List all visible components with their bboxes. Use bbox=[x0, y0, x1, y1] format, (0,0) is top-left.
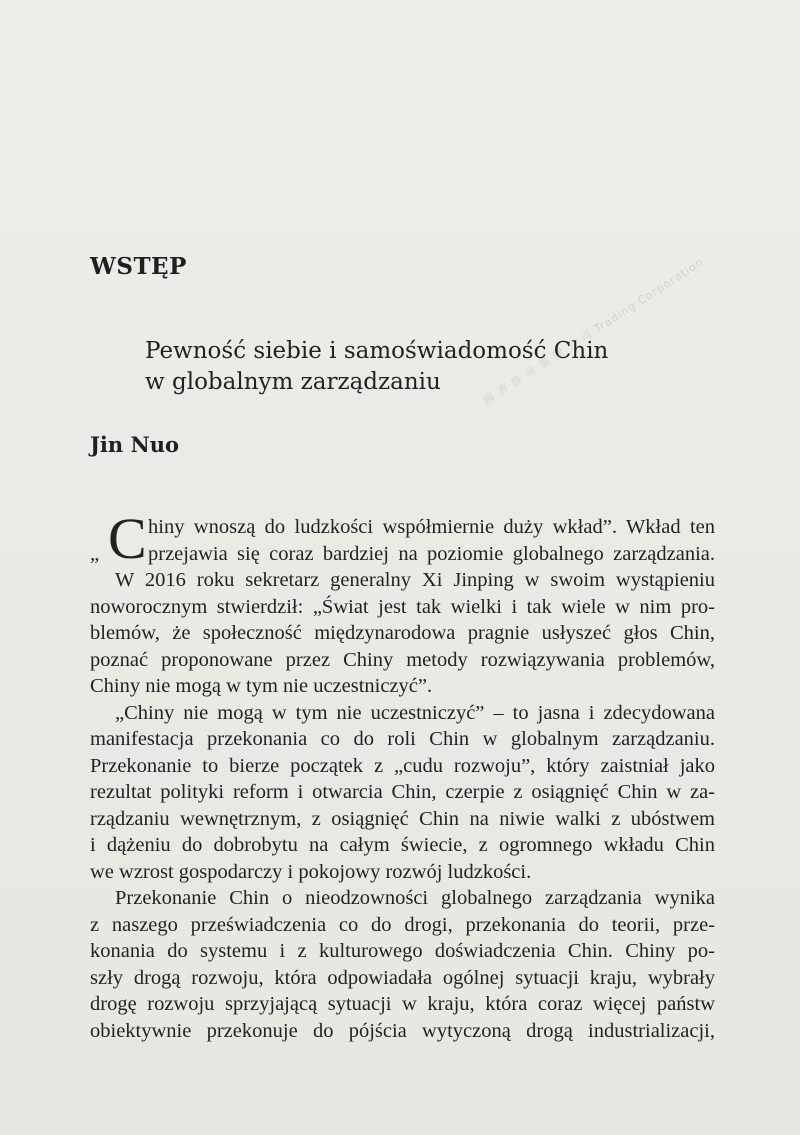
body-line-4: noworocznym stwierdził: „Świat jest tak wielki i tak wiele w nim pro- bbox=[90, 595, 715, 618]
body-line-18: szły drogą rozwoju, która odpowiadała ogólnej sytuacji kraju, wybrały bbox=[90, 966, 715, 989]
body-line-3: W 2016 roku sekretarz generalny Xi Jinping w swoim wystąpieniu bbox=[115, 569, 715, 591]
paragraph-1 bbox=[90, 506, 715, 700]
opening-quote-mark: „ bbox=[90, 542, 100, 565]
body-line-12: rządzaniu wewnętrznym, z osiągnięć Chin na niwie walki z ubóstwem bbox=[90, 807, 715, 830]
body-line-1: hiny wnoszą do ludzkości współmiernie duży wkład”. Wkład ten bbox=[148, 516, 715, 538]
chapter-title-line-2: w globalnym zarządzaniu bbox=[145, 369, 441, 395]
body-line-10: Przekonanie to bierze początek z „cudu rozwoju”, który zaistniał jako bbox=[90, 754, 715, 777]
paragraph-2 bbox=[90, 700, 715, 886]
body-line-5: blemów, że społeczność międzynarodowa pragnie usłyszeć głos Chin, bbox=[90, 622, 715, 644]
body-line-2: przejawia się coraz bardziej na poziomie globalnego zarządzania. bbox=[148, 542, 715, 565]
body-line-8: „Chiny nie mogą w tym nie uczestniczyć” – to jasna i zdecydowana bbox=[115, 701, 715, 724]
body-line-15: Przekonanie Chin o nieodzowności globalnego zarządzania wynika bbox=[115, 887, 715, 909]
body-line-13: i dążeniu do dobrobytu na całym świecie, z ogromnego wkładu Chin bbox=[90, 834, 715, 856]
body-line-11: rezultat polityki reform i otwarcia Chin, czerpie z osiągnięć Chin w za- bbox=[90, 781, 715, 803]
section-heading: WSTĘP bbox=[90, 253, 187, 280]
body-line-9: manifestacja przekonania co do roli Chin w globalnym zarządzaniu. bbox=[90, 728, 715, 750]
author-name: Jin Nuo bbox=[90, 432, 179, 457]
chapter-title-line-1: Pewność siebie i samoświadomość Chin bbox=[145, 338, 609, 364]
body-line-19: drogę rozwoju sprzyjającą sytuacji w kraju, która coraz więcej państw bbox=[90, 993, 715, 1015]
paragraph-3 bbox=[90, 885, 715, 1044]
watermark-stamp: 國 香 經 易 集 團 公 司 Trading Corporation bbox=[481, 255, 707, 408]
body-line-16: z naszego przeświadczenia co do drogi, przekonania do teorii, prze- bbox=[90, 913, 715, 936]
body-line-17: konania do systemu i z kulturowego doświadczenia Chin. Chiny po- bbox=[90, 940, 715, 962]
chapter-title bbox=[145, 336, 665, 398]
drop-cap: C bbox=[108, 506, 147, 571]
body-line-14: we wzrost gospodarczy i pokojowy rozwój ludzkości. bbox=[90, 860, 532, 883]
body-line-6: poznać proponowane przez Chiny metody rozwiązywania problemów, bbox=[90, 648, 715, 671]
body-line-20: obiektywnie przekonuje do pójścia wytyczoną drogą industrializacji, bbox=[90, 1019, 715, 1042]
body-text bbox=[90, 506, 715, 1044]
body-line-7: Chiny nie mogą w tym nie uczestniczyć”. bbox=[90, 675, 433, 697]
